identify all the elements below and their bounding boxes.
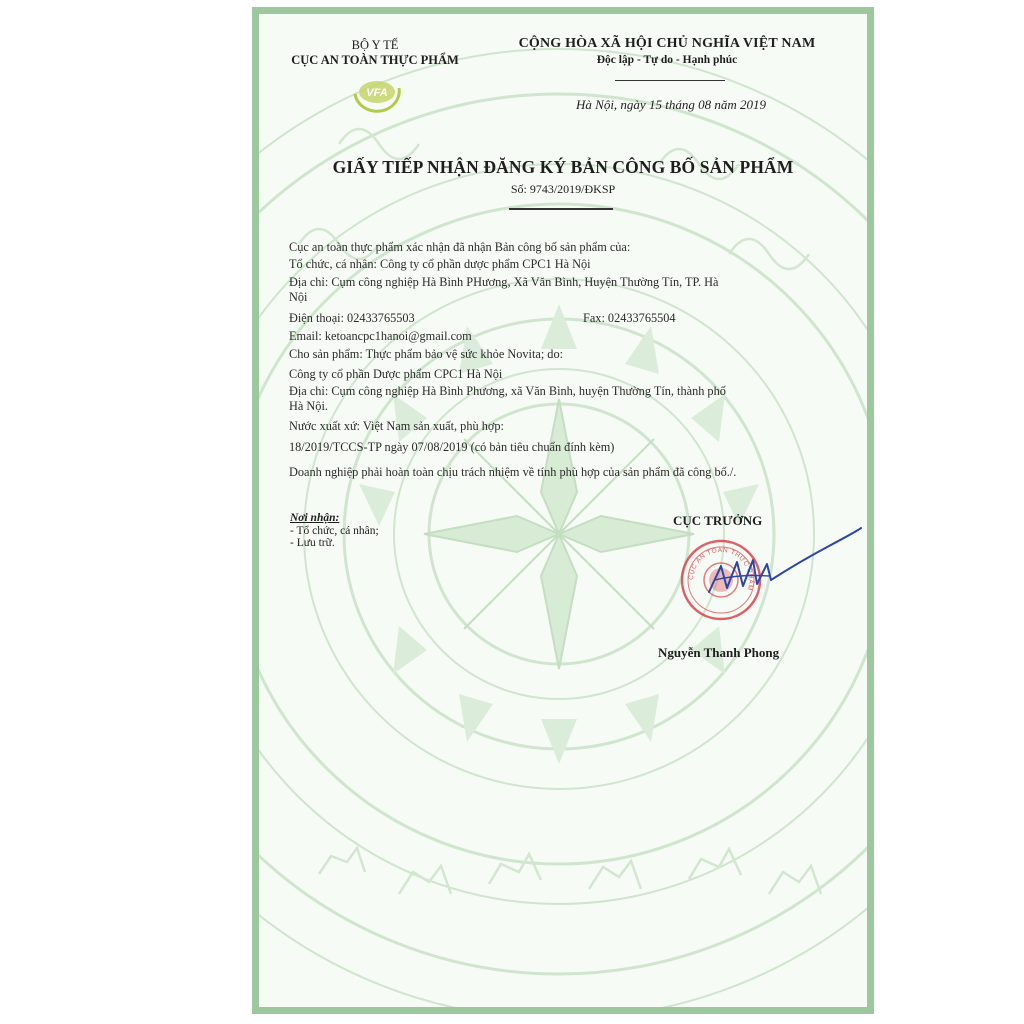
standard-line: 18/2019/TCCS-TP ngày 07/08/2019 (có bản tiêu chuẩn đính kèm) — [289, 440, 615, 454]
email-line: Email: ketoancpc1hanoi@gmail.com — [289, 329, 472, 343]
fax-line: Fax: 02433765504 — [583, 311, 676, 325]
header-right — [491, 36, 843, 66]
signer-name: Nguyễn Thanh Phong — [658, 645, 780, 660]
signature — [699, 522, 867, 612]
recipient-item: - Tổ chức, cá nhân; — [290, 524, 379, 537]
responsibility-line: Doanh nghiệp phải hoàn toàn chịu trách nhiệm về tính phù hợp của sản phẩm đã công bố./. — [289, 465, 737, 479]
recipients — [290, 512, 379, 550]
document-number: Số: 9743/2019/ĐKSP — [510, 182, 616, 196]
vfa-logo — [347, 68, 407, 116]
ministry-name: BỘ Y TẾ — [351, 38, 399, 52]
phone-line: Điện thoại: 02433765503 — [289, 311, 415, 325]
agency-name: CỤC AN TOÀN THỰC PHẨM — [291, 53, 459, 67]
address-line-2-cont: Hà Nội. — [289, 399, 328, 413]
address-line-1-cont: Nội — [289, 290, 308, 304]
manufacturer-line: Công ty cổ phần Dược phẩm CPC1 Hà Nội — [289, 367, 503, 381]
address-line-1: Địa chỉ: Cụm công nghiệp Hà Bình PHương, Xã Văn Bình, Huyện Thường Tín, TP. Hà — [289, 275, 719, 289]
recipients-heading: Nơi nhận: — [290, 512, 340, 524]
motto-underline — [615, 80, 725, 81]
place-date: Hà Nội, ngày 15 tháng 08 năm 2019 — [576, 97, 766, 112]
product-line: Cho sản phẩm: Thực phẩm bảo vệ sức khỏe Novita; do: — [289, 347, 564, 361]
document-title: GIẤY TIẾP NHẬN ĐĂNG KÝ BẢN CÔNG BỐ SẢN PHẨM — [332, 157, 794, 177]
vfa-logo-text: VFA — [366, 87, 388, 99]
recipient-item: - Lưu trữ. — [290, 537, 335, 550]
agency-name-wrapper — [259, 53, 491, 68]
nation-name: CỘNG HÒA XÃ HỘI CHỦ NGHĨA VIỆT NAM — [518, 36, 816, 51]
signer-title: CỤC TRƯỞNG — [673, 513, 763, 528]
title-underline — [509, 208, 613, 210]
intro-line: Cục an toàn thực phẩm xác nhận đã nhận Bản công bố sản phẩm của: — [289, 240, 631, 254]
origin-line: Nước xuất xứ: Việt Nam sản xuất, phù hợp: — [289, 419, 504, 433]
address-line-2: Địa chỉ: Cụm công nghiệp Hà Bình Phương, xã Văn Bình, huyện Thường Tín, thành phố — [289, 384, 726, 398]
organization-line: Tổ chức, cá nhân: Công ty cổ phần dược phẩm CPC1 Hà Nội — [289, 257, 591, 271]
motto: Độc lập - Tự do - Hạnh phúc — [596, 54, 738, 66]
document — [252, 7, 874, 1014]
stamp-text: CỤC AN TOÀN THỰC PHẨM — [687, 546, 755, 592]
